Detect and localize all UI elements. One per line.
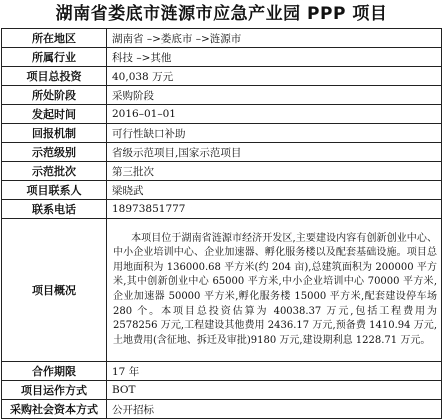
table-row-operation-mode <box>2 381 442 400</box>
row-label: 示范级别 <box>2 143 107 162</box>
table-row-region <box>2 29 442 48</box>
project-info-table <box>1 28 442 419</box>
table-row-phone <box>2 200 442 219</box>
row-label: 项目总投资 <box>2 67 107 86</box>
row-label: 发起时间 <box>2 105 107 124</box>
row-label: 联系电话 <box>2 200 107 219</box>
table-row-overview <box>2 219 442 362</box>
table-row-total-investment <box>2 67 442 86</box>
row-label: 所在地区 <box>2 29 107 48</box>
row-value: 省级示范项目,国家示范项目 <box>107 143 442 162</box>
row-label: 回报机制 <box>2 124 107 143</box>
row-value: 湖南省 –>娄底市 –>涟源市 <box>107 29 442 48</box>
row-label: 项目联系人 <box>2 181 107 200</box>
row-value: 采购阶段 <box>107 86 442 105</box>
row-value: 可行性缺口补助 <box>107 124 442 143</box>
row-label: 项目运作方式 <box>2 381 107 400</box>
row-value: 18973851777 <box>107 200 442 219</box>
overview-text: 本项目位于湖南省涟源市经济开发区,主要建设内容有创新创业中心、中小企业培训中心、企业加速器、孵化服务楼以及配套基础设施。项目总用地面积为 136000.68 平方米(约 204 亩),总建筑面积为 200000 平方米,其中创新创业中心 65000 平方米,中小企业培训中心 70000 平方米,企业加速器 50000 平方米,孵化服务楼 15000 平方米,配套建设停车场 280 个。本项目总投资估算为 40038.37 万元,包括工程费用为 2578256 万元,工程建设其他费用 2436.17 万元,预备费 1410.94 万元,土地费用(含征地、拆迁及审批)9180 万元,建设期利息 1228.71 万元。 <box>113 232 437 346</box>
row-value: 第三批次 <box>107 162 442 181</box>
row-label: 合作期限 <box>2 362 107 381</box>
table-row-stage <box>2 86 442 105</box>
row-value: 科技 –>其他 <box>107 48 442 67</box>
page-title: 湖南省娄底市涟源市应急产业园 PPP 项目 <box>55 4 388 24</box>
row-value <box>107 219 442 362</box>
table-row-demo-batch <box>2 162 442 181</box>
row-label: 示范批次 <box>2 162 107 181</box>
row-value: 梁晓武 <box>107 181 442 200</box>
row-value: 公开招标 <box>107 400 442 419</box>
row-label: 所处阶段 <box>2 86 107 105</box>
row-label: 采购社会资本方式 <box>2 400 107 419</box>
table-row-industry <box>2 48 442 67</box>
row-label: 所属行业 <box>2 48 107 67</box>
table-row-cooperation-term <box>2 362 442 381</box>
table-row-procurement-method <box>2 400 442 419</box>
row-value: BOT <box>107 381 442 400</box>
row-label: 项目概况 <box>2 219 107 362</box>
row-value: 2016–01–01 <box>107 105 442 124</box>
table-row-return-mechanism <box>2 124 442 143</box>
row-value: 40,038 万元 <box>107 67 442 86</box>
row-value: 17 年 <box>107 362 442 381</box>
table-row-start-date <box>2 105 442 124</box>
table-row-demo-level <box>2 143 442 162</box>
table-row-contact-person <box>2 181 442 200</box>
